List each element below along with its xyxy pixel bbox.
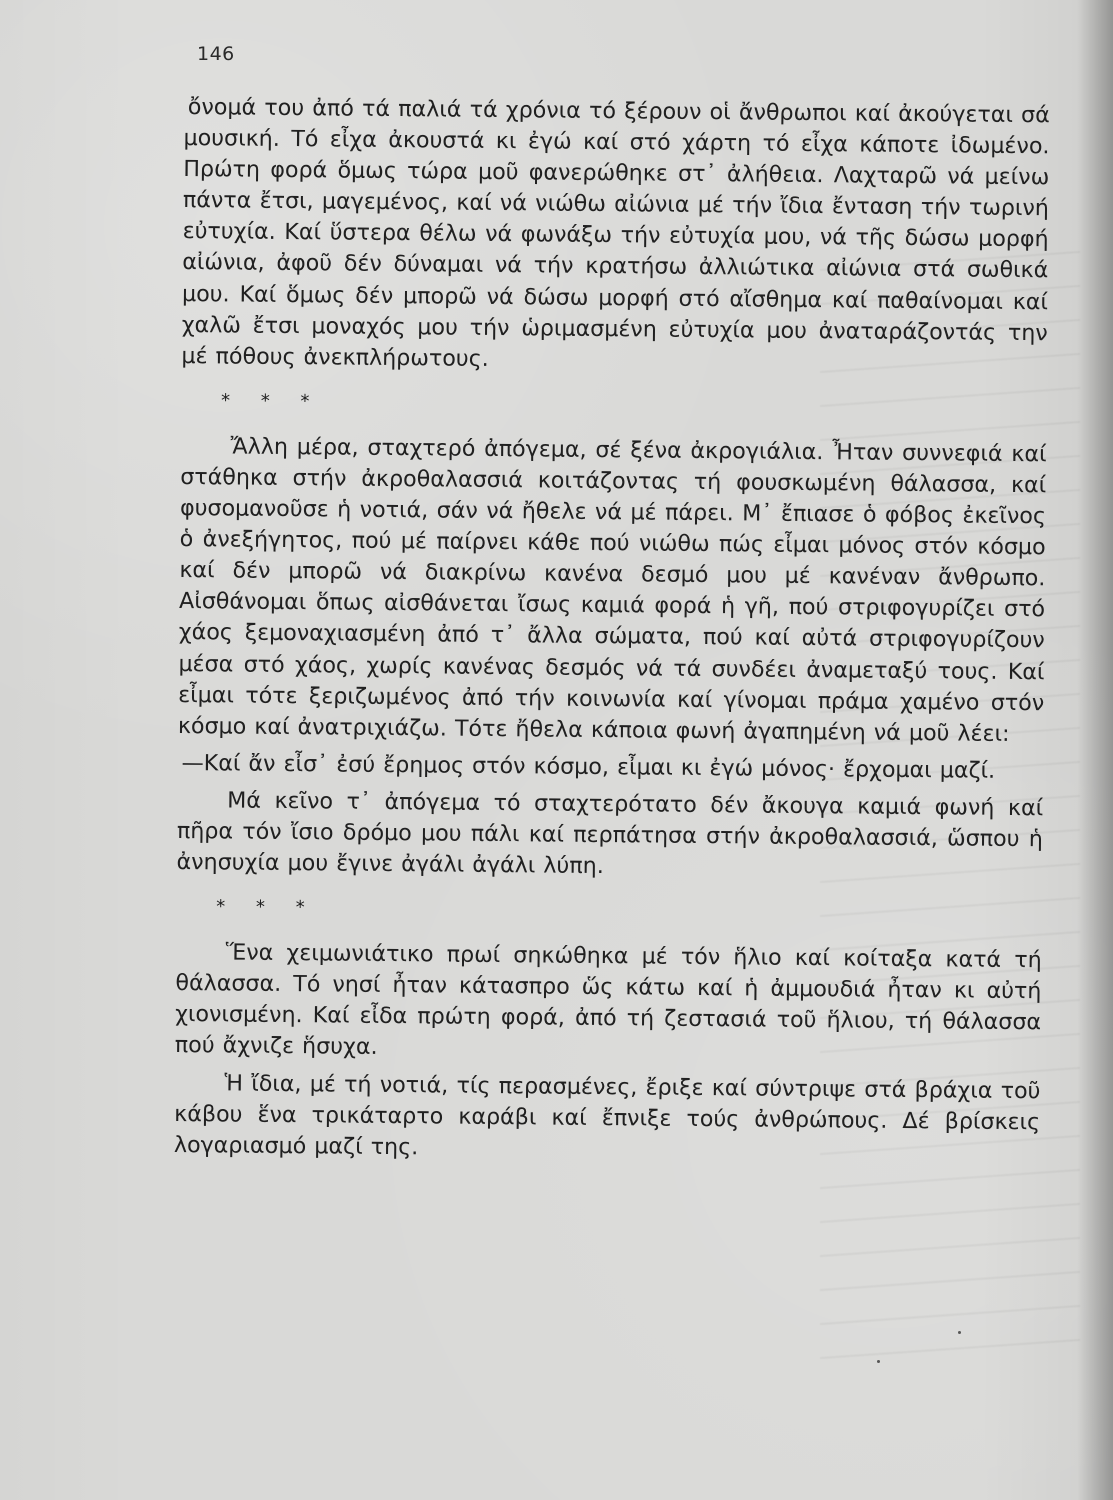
section-separator-1: * * * (220, 390, 322, 413)
paper-speck (958, 1331, 961, 1334)
paragraph-5: Ἕνα χειμωνιάτικο πρωί σηκώθηκα μέ τόν ἥλιο καί κοίταξα κατά τή θάλασσα. Τό νησί ἦταν κάτασπρο ὥς κάτω καί ἡ ἀμμουδιά ἦταν κι αὐτή χιονισμένη. Καί εἶδα πρώτη φορά, ἀπό τή ζεστασιά τοῦ ἥλιου, τή θάλασσα πού ἄχνιζε ἥσυχα. (174, 939, 1042, 1061)
paper-speck (877, 1360, 880, 1363)
page-number: 146 (197, 43, 235, 65)
page-edge-shadow (1077, 0, 1113, 1500)
section-separator-2: * * * (216, 896, 317, 919)
paragraph-6: Ἡ ἴδια, μέ τή νοτιά, τίς περασμένες, ἔριξε καί σύντριψε στά βράχια τοῦ κάβου ἕνα τρικάταρτο καράβι καί ἔπνιξε τούς ἀνθρώπους. Δέ βρίσκεις λογαριασμό μαζί της. (173, 1069, 1041, 1161)
page-text (174, 92, 1050, 1169)
paragraph-1: ὄνομά του ἀπό τά παλιά τά χρόνια τό ξέρουν οἱ ἄνθρωποι καί ἀκούγεται σά μουσική. Τό εἶχα ἀκουστά κι ἐγώ καί στό χάρτη τό εἶχα κάποτε ἰδωμένο. Πρώτη φορά ὅμως τώρα μοῦ φανερώθηκε στ᾽ ἀλήθεια. Λαχταρῶ νά μείνω πάντα ἔτσι, μαγεμένος, καί νά νιώθω αἰώνια μέ τήν ἴδια ἔνταση τήν τωρινή εὐτυχία. Καί ὕστερα θέλω νά φωνάξω τήν εὐτυχία μου, νά τῆς δώσω μορφή αἰώνια, ἀφοῦ δέν δύναμαι νά τήν κρατήσω ἀλλιώτικα αἰώνια στά σωθικά μου. Καί ὅμως δέν μπορῶ νά δώσω μορφή στό αἴσθημα καί παθαίνομαι καί χαλῶ ἔτσι μοναχός μου τήν ὡριμασμένη εὐτυχία μου ἀναταράζοντάς την μέ πόθους ἀνεκπλήρωτους. (181, 94, 1050, 372)
paragraph-3: —Καί ἄν εἶσ᾽ ἐσύ ἔρημος στόν κόσμο, εἶμαι κι ἐγώ μόνος· ἔρχομαι μαζί. (181, 749, 996, 784)
paragraph-4: Μά κεῖνο τ᾽ ἀπόγεμα τό σταχτερότατο δέν ἄκουγα καμιά φωνή καί πῆρα τόν ἴσιο δρόμο μου πάλι καί περπάτησα στήν ἀκροθαλασσιά, ὥσπου ἡ ἀνησυχία μου ἔγινε ἀγάλι ἀγάλι λύπη. (176, 787, 1044, 880)
paragraph-2: Ἄλλη μέρα, σταχτερό ἀπόγεμα, σέ ξένα ἀκρογιάλια. Ἦταν συννεφιά καί στάθηκα στήν ἀκροθαλασσιά κοιτάζοντας τή φουσκωμένη θάλασσα, καί φυσομανοῦσε ἡ νοτιά, σάν νά ἤθελε νά μέ πάρει. Μ᾽ ἔπιασε ὁ φόβος ἐκεῖνος ὁ ἀνεξήγητος, πού μέ παίρνει κάθε πού νιώθω πώς εἶμαι μόνος στόν κόσμο καί δέν μπορῶ νά διακρίνω κανένα δεσμό μου μέ κανέναν ἄνθρωπο. Αἰσθάνομαι ὅπως αἰσθάνεται ἴσως καμιά φορά ἡ γῆ, πού στριφογυρίζει στό χάος ξεμοναχιασμένη ἀπό τ᾽ ἄλλα σώματα, πού καί αὐτά στριφογυρίζουν μέσα στό χάος, χωρίς κανένας δεσμός νά τά συνδέει ἀναμεταξύ τους. Καί εἶμαι τότε ξεριζωμένος ἀπό τήν κοινωνία καί γίνομαι πράμα χαμένο στόν κόσμο καί ἀνατριχιάζω. Τότε ἤθελα κάποια φωνή ἀγαπημένη νά μοῦ λέει: (177, 433, 1047, 747)
